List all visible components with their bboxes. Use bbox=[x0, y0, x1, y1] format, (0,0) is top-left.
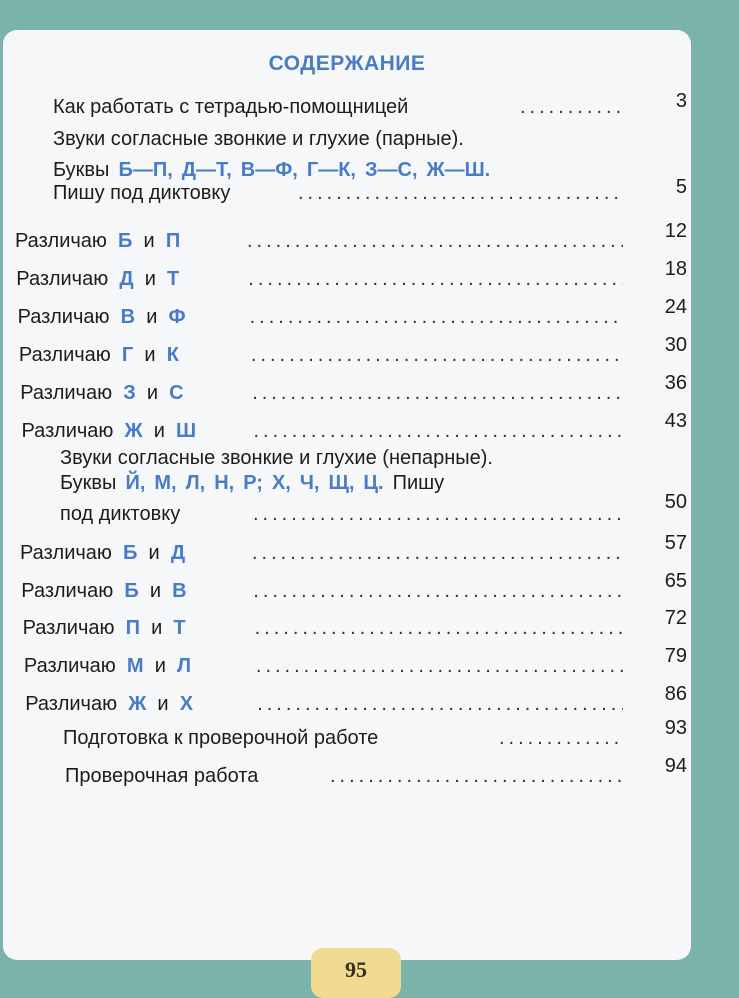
toc-entry-distinguish[interactable] bbox=[3, 645, 691, 685]
and-word: и bbox=[157, 692, 169, 715]
toc-entry-distinguish[interactable] bbox=[3, 607, 691, 647]
letter-a: Б bbox=[123, 542, 138, 564]
leader-dots bbox=[253, 578, 623, 604]
letter-b: Ф bbox=[168, 306, 186, 328]
letter-pair: Г—К, bbox=[306, 159, 356, 181]
letter-pair: Н, bbox=[214, 472, 235, 494]
toc-page-number: 30 bbox=[664, 334, 687, 356]
letter-pair: Ч, bbox=[299, 472, 320, 494]
letter-b: В bbox=[172, 579, 187, 602]
toc-entry-distinguish[interactable] bbox=[3, 220, 691, 260]
toc-entry-line: Звуки согласные звонкие и глухие (непарные). bbox=[60, 447, 493, 469]
toc-page-number: 79 bbox=[664, 645, 687, 668]
distinguish-word: Различаю bbox=[17, 306, 110, 328]
toc-entry-label: Подготовка к проверочной работе bbox=[63, 727, 379, 749]
toc-page-number: 5 bbox=[675, 176, 687, 198]
letter-pair: Х, bbox=[271, 472, 291, 494]
leader-dots bbox=[253, 501, 623, 527]
leader-dots bbox=[330, 763, 623, 789]
and-word: и bbox=[146, 382, 159, 404]
toc-entry-label bbox=[23, 615, 186, 641]
and-word: и bbox=[143, 230, 155, 252]
toc-entry-distinguish[interactable] bbox=[3, 296, 691, 336]
toc-entry-distinguish[interactable] bbox=[3, 334, 691, 374]
letter-a: Б bbox=[124, 579, 139, 602]
toc-page-number: 94 bbox=[664, 755, 687, 777]
toc-entry-label bbox=[24, 653, 191, 679]
leader-dots bbox=[520, 94, 623, 120]
and-word: и bbox=[146, 306, 158, 328]
toc-entry-label: под диктовку bbox=[60, 503, 181, 525]
letter-pair: Р; bbox=[243, 472, 263, 494]
leader-dots bbox=[248, 266, 623, 292]
toc-entry-letters-line bbox=[60, 470, 453, 496]
toc-entry-distinguish[interactable] bbox=[3, 258, 691, 298]
toc-entry-label bbox=[20, 540, 185, 566]
and-word: и bbox=[151, 617, 163, 640]
distinguish-word: Различаю bbox=[21, 579, 114, 602]
toc-entry-test[interactable] bbox=[3, 755, 691, 795]
toc-entry-label bbox=[20, 380, 183, 406]
toc-entry-distinguish[interactable] bbox=[3, 372, 691, 412]
letter-a: В bbox=[120, 306, 136, 328]
toc-entry-line: Звуки согласные звонкие и глухие (парные). bbox=[53, 128, 464, 150]
toc-page-number: 86 bbox=[664, 682, 687, 705]
toc-entry-distinguish[interactable] bbox=[3, 532, 691, 572]
letter-a: Ж bbox=[128, 692, 147, 715]
letter-a: П bbox=[125, 617, 140, 640]
toc-entry-label: Как работать с тетрадью-помощницей bbox=[53, 96, 409, 118]
distinguish-word: Различаю bbox=[15, 230, 107, 252]
letter-a: З bbox=[123, 382, 136, 404]
leader-dots bbox=[499, 725, 623, 751]
letter-b: П bbox=[165, 230, 181, 252]
toc-page-number: 12 bbox=[664, 220, 687, 242]
and-word: и bbox=[154, 655, 166, 678]
toc-entry-dictation bbox=[3, 491, 691, 533]
letter-pair: Щ, bbox=[328, 472, 355, 494]
toc-entry-intro[interactable] bbox=[3, 90, 691, 126]
distinguish-word: Различаю bbox=[16, 268, 109, 290]
toc-entry-label: Проверочная работа bbox=[65, 765, 259, 787]
toc-entry-label bbox=[19, 342, 179, 368]
toc-page-number: 72 bbox=[664, 607, 687, 630]
leader-dots bbox=[256, 653, 623, 679]
toc-page-number: 57 bbox=[664, 532, 687, 554]
leader-dots bbox=[255, 615, 623, 641]
page-title: СОДЕРЖАНИЕ bbox=[268, 52, 426, 75]
toc-page-number: 43 bbox=[664, 410, 687, 432]
distinguish-word: Различаю bbox=[20, 542, 112, 564]
letter-pair: Д—Т, bbox=[181, 159, 232, 181]
letter-a: М bbox=[126, 655, 144, 678]
leader-dots bbox=[247, 228, 623, 254]
letter-a: Д bbox=[119, 268, 134, 290]
page-number-tab: 95 bbox=[311, 948, 401, 998]
distinguish-word: Различаю bbox=[21, 420, 114, 442]
letter-a: Ж bbox=[124, 420, 143, 442]
toc-page-number: 36 bbox=[664, 372, 687, 394]
toc-entry-label: Пишу под диктовку bbox=[53, 182, 231, 204]
toc-page-number: 93 bbox=[664, 717, 687, 739]
letters-prefix: Буквы bbox=[53, 159, 110, 181]
letters-prefix: Буквы bbox=[60, 472, 117, 494]
toc-page-number: 50 bbox=[664, 491, 687, 513]
and-word: и bbox=[149, 579, 161, 602]
leader-dots bbox=[252, 540, 623, 566]
toc-page bbox=[3, 30, 691, 960]
toc-entry-prep[interactable] bbox=[3, 717, 691, 757]
toc-entry-distinguish[interactable] bbox=[3, 569, 691, 610]
letter-pair: З—С, bbox=[364, 159, 418, 181]
distinguish-word: Различаю bbox=[25, 692, 118, 715]
letter-pair: Ж—Ш. bbox=[426, 159, 491, 181]
letter-pair: Б—П, bbox=[118, 159, 173, 181]
letter-pair: В—Ф, bbox=[240, 159, 298, 181]
letter-b: К bbox=[166, 344, 179, 366]
letters-suffix: Пишу bbox=[392, 472, 445, 494]
toc-page-number: 65 bbox=[664, 569, 687, 592]
letter-b: Х bbox=[179, 692, 194, 715]
letter-a: Б bbox=[118, 230, 133, 252]
leader-dots bbox=[252, 380, 623, 406]
letter-pair: Л, bbox=[185, 472, 206, 494]
and-word: и bbox=[153, 420, 165, 442]
toc-entry-label bbox=[25, 691, 193, 717]
leader-dots bbox=[250, 304, 623, 330]
toc-entry-label bbox=[18, 304, 186, 330]
distinguish-word: Различаю bbox=[18, 344, 111, 366]
distinguish-word: Различаю bbox=[23, 655, 116, 678]
toc-entry-dictation bbox=[3, 176, 691, 212]
letter-b: Т bbox=[167, 268, 180, 290]
letter-pair: Ц. bbox=[363, 472, 384, 494]
distinguish-word: Различаю bbox=[22, 617, 115, 640]
leader-dots bbox=[251, 342, 623, 368]
leader-dots bbox=[257, 691, 623, 717]
toc-page-number: 18 bbox=[664, 258, 687, 280]
letter-b: Д bbox=[170, 542, 186, 564]
and-word: и bbox=[148, 542, 160, 564]
leader-dots bbox=[298, 180, 623, 206]
distinguish-word: Различаю bbox=[20, 382, 113, 404]
letter-b: Л bbox=[177, 655, 192, 678]
toc-entry-label bbox=[21, 578, 186, 604]
toc-entry-label bbox=[15, 228, 180, 254]
and-word: и bbox=[144, 268, 156, 290]
letter-a: Г bbox=[121, 344, 134, 366]
toc-entry-distinguish[interactable] bbox=[3, 682, 691, 723]
letter-pair: Й, bbox=[125, 472, 146, 494]
toc-page-number: 24 bbox=[664, 296, 687, 318]
toc-entry-label bbox=[16, 266, 179, 292]
letter-b: Ш bbox=[176, 420, 197, 442]
letter-b: С bbox=[169, 382, 184, 404]
letter-pair: М, bbox=[154, 472, 177, 494]
and-word: и bbox=[144, 344, 156, 366]
letter-b: Т bbox=[173, 617, 186, 640]
leader-dots bbox=[254, 418, 624, 444]
toc-entry-label bbox=[22, 418, 197, 444]
toc-page-number: 3 bbox=[675, 90, 687, 112]
